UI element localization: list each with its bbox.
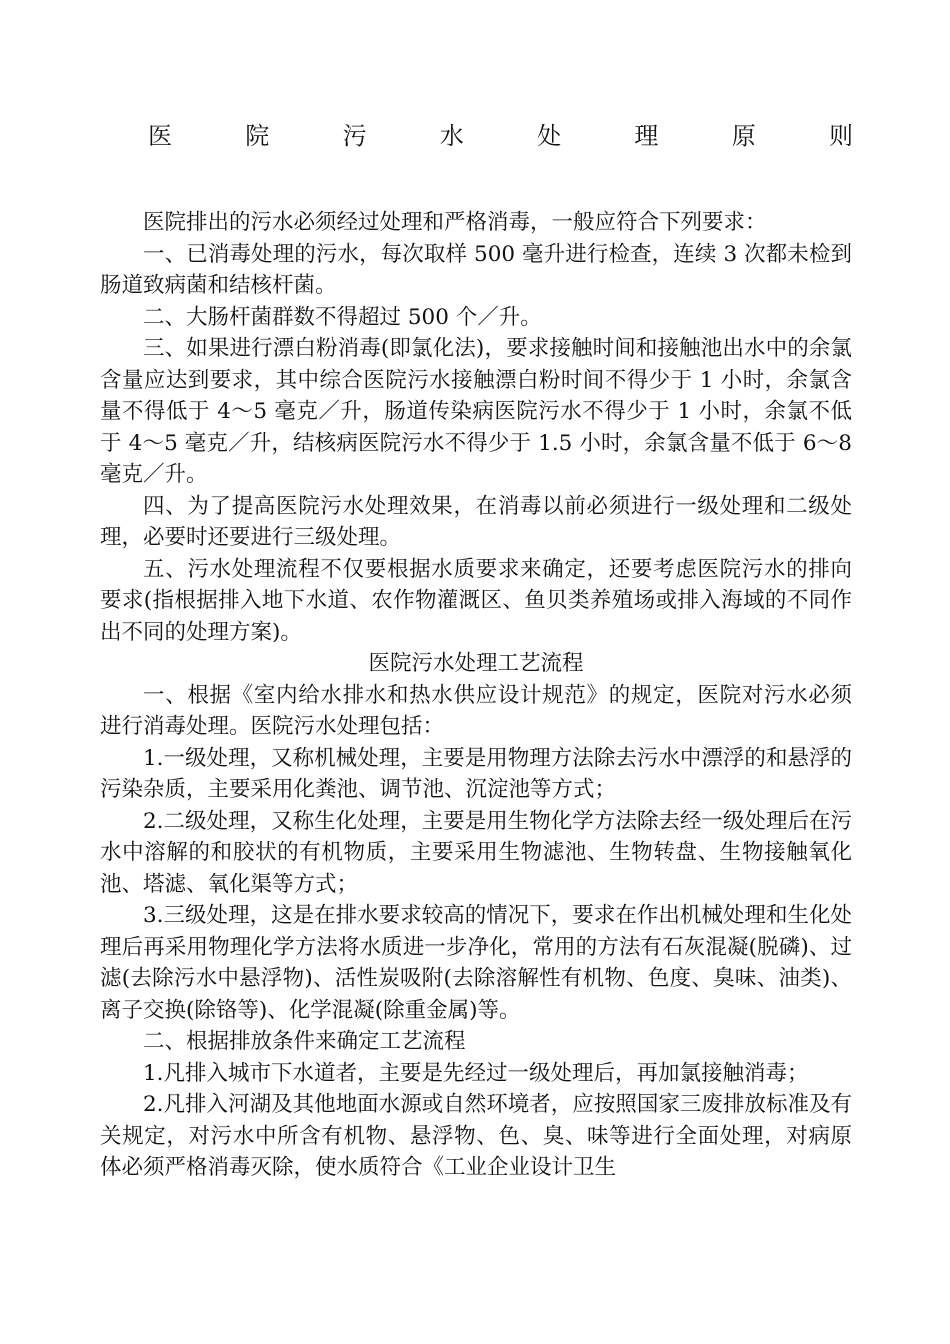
title-char: 处 xyxy=(537,122,562,150)
requirement-paragraph: 三、如果进行漂白粉消毒(即氯化法)，要求接触时间和接触池出水中的余氯含量应达到要求，其中综合医院污水接触漂白粉时间不得少于 1 小时，余氯含量不得低于 4～5 毫克／升，肠道传染病医院污水不得少于 1 小时，余氯不低于 4～5 毫克／升，结核病医院污水不得少于 1.5 小时，余氯含量不低于 6～8 毫克／升。 xyxy=(100,336,852,487)
section-heading: 医院污水处理工艺流程 xyxy=(368,651,584,676)
requirement-paragraph: 一、已消毒处理的污水，每次取样 500 毫升进行检查，连续 3 次都未检到肠道致病菌和结核杆菌。 xyxy=(100,241,852,298)
process-paragraph: 3.三级处理，这是在排水要求较高的情况下，要求在作出机械处理和生化处理后再采用物理化学方法将水质进一步净化，常用的方法有石灰混凝(脱磷)、过滤(去除污水中悬浮物)、活性炭吸附(去除溶解性有机物、色度、臭味、油类)、离子交换(除铬等)、化学混凝(除重金属)等。 xyxy=(100,903,852,1023)
document-body xyxy=(100,207,852,1184)
requirement-paragraph: 四、为了提高医院污水处理效果，在消毒以前必须进行一级处理和二级处理，必要时还要进行三级处理。 xyxy=(100,493,852,550)
process-paragraph: 二、根据排放条件来确定工艺流程 xyxy=(143,1029,466,1054)
process-paragraph: 一、根据《室内给水排水和热水供应设计规范》的规定，医院对污水必须进行消毒处理。医院污水处理包括： xyxy=(100,682,852,739)
process-paragraph: 1.凡排入城市下水道者，主要是先经过一级处理后，再加氯接触消毒； xyxy=(143,1060,809,1086)
process-paragraph: 2.凡排入河湖及其他地面水源或自然环境者，应按照国家三废排放标准及有关规定，对污水中所含有机物、悬浮物、色、臭、味等进行全面处理，对病原体必须严格消毒灭除，使水质符合《工业企业设计卫生 xyxy=(100,1092,852,1180)
process-paragraph: 2.二级处理，又称生化处理，主要是用生物化学方法除去经一级处理后在污水中溶解的和胶状的有机物质，主要采用生物滤池、生物转盘、生物接触氧化池、塔滤、氧化渠等方式； xyxy=(100,808,852,897)
title-char: 水 xyxy=(439,122,464,150)
document-title xyxy=(148,118,853,154)
title-char: 污 xyxy=(342,122,367,150)
title-char: 则 xyxy=(828,122,853,150)
requirement-paragraph: 二、大肠杆菌群数不得超过 500 个／升。 xyxy=(143,304,542,330)
title-char: 医 xyxy=(148,122,172,150)
requirement-paragraph: 五、污水处理流程不仅要根据水质要求来确定，还要考虑医院污水的排向要求(指根据排入地下水道、农作物灌溉区、鱼贝类养殖场或排入海域的不同作出不同的处理方案)。 xyxy=(100,556,852,645)
process-paragraph: 1.一级处理，又称机械处理，主要是用物理方法除去污水中漂浮的和悬浮的污染杂质，主要采用化粪池、调节池、沉淀池等方式； xyxy=(100,745,852,802)
intro-paragraph: 医院排出的污水必须经过处理和严格消毒，一般应符合下列要求： xyxy=(143,210,767,235)
title-char: 院 xyxy=(245,122,270,150)
title-char: 理 xyxy=(634,122,659,150)
title-char: 原 xyxy=(731,122,756,150)
